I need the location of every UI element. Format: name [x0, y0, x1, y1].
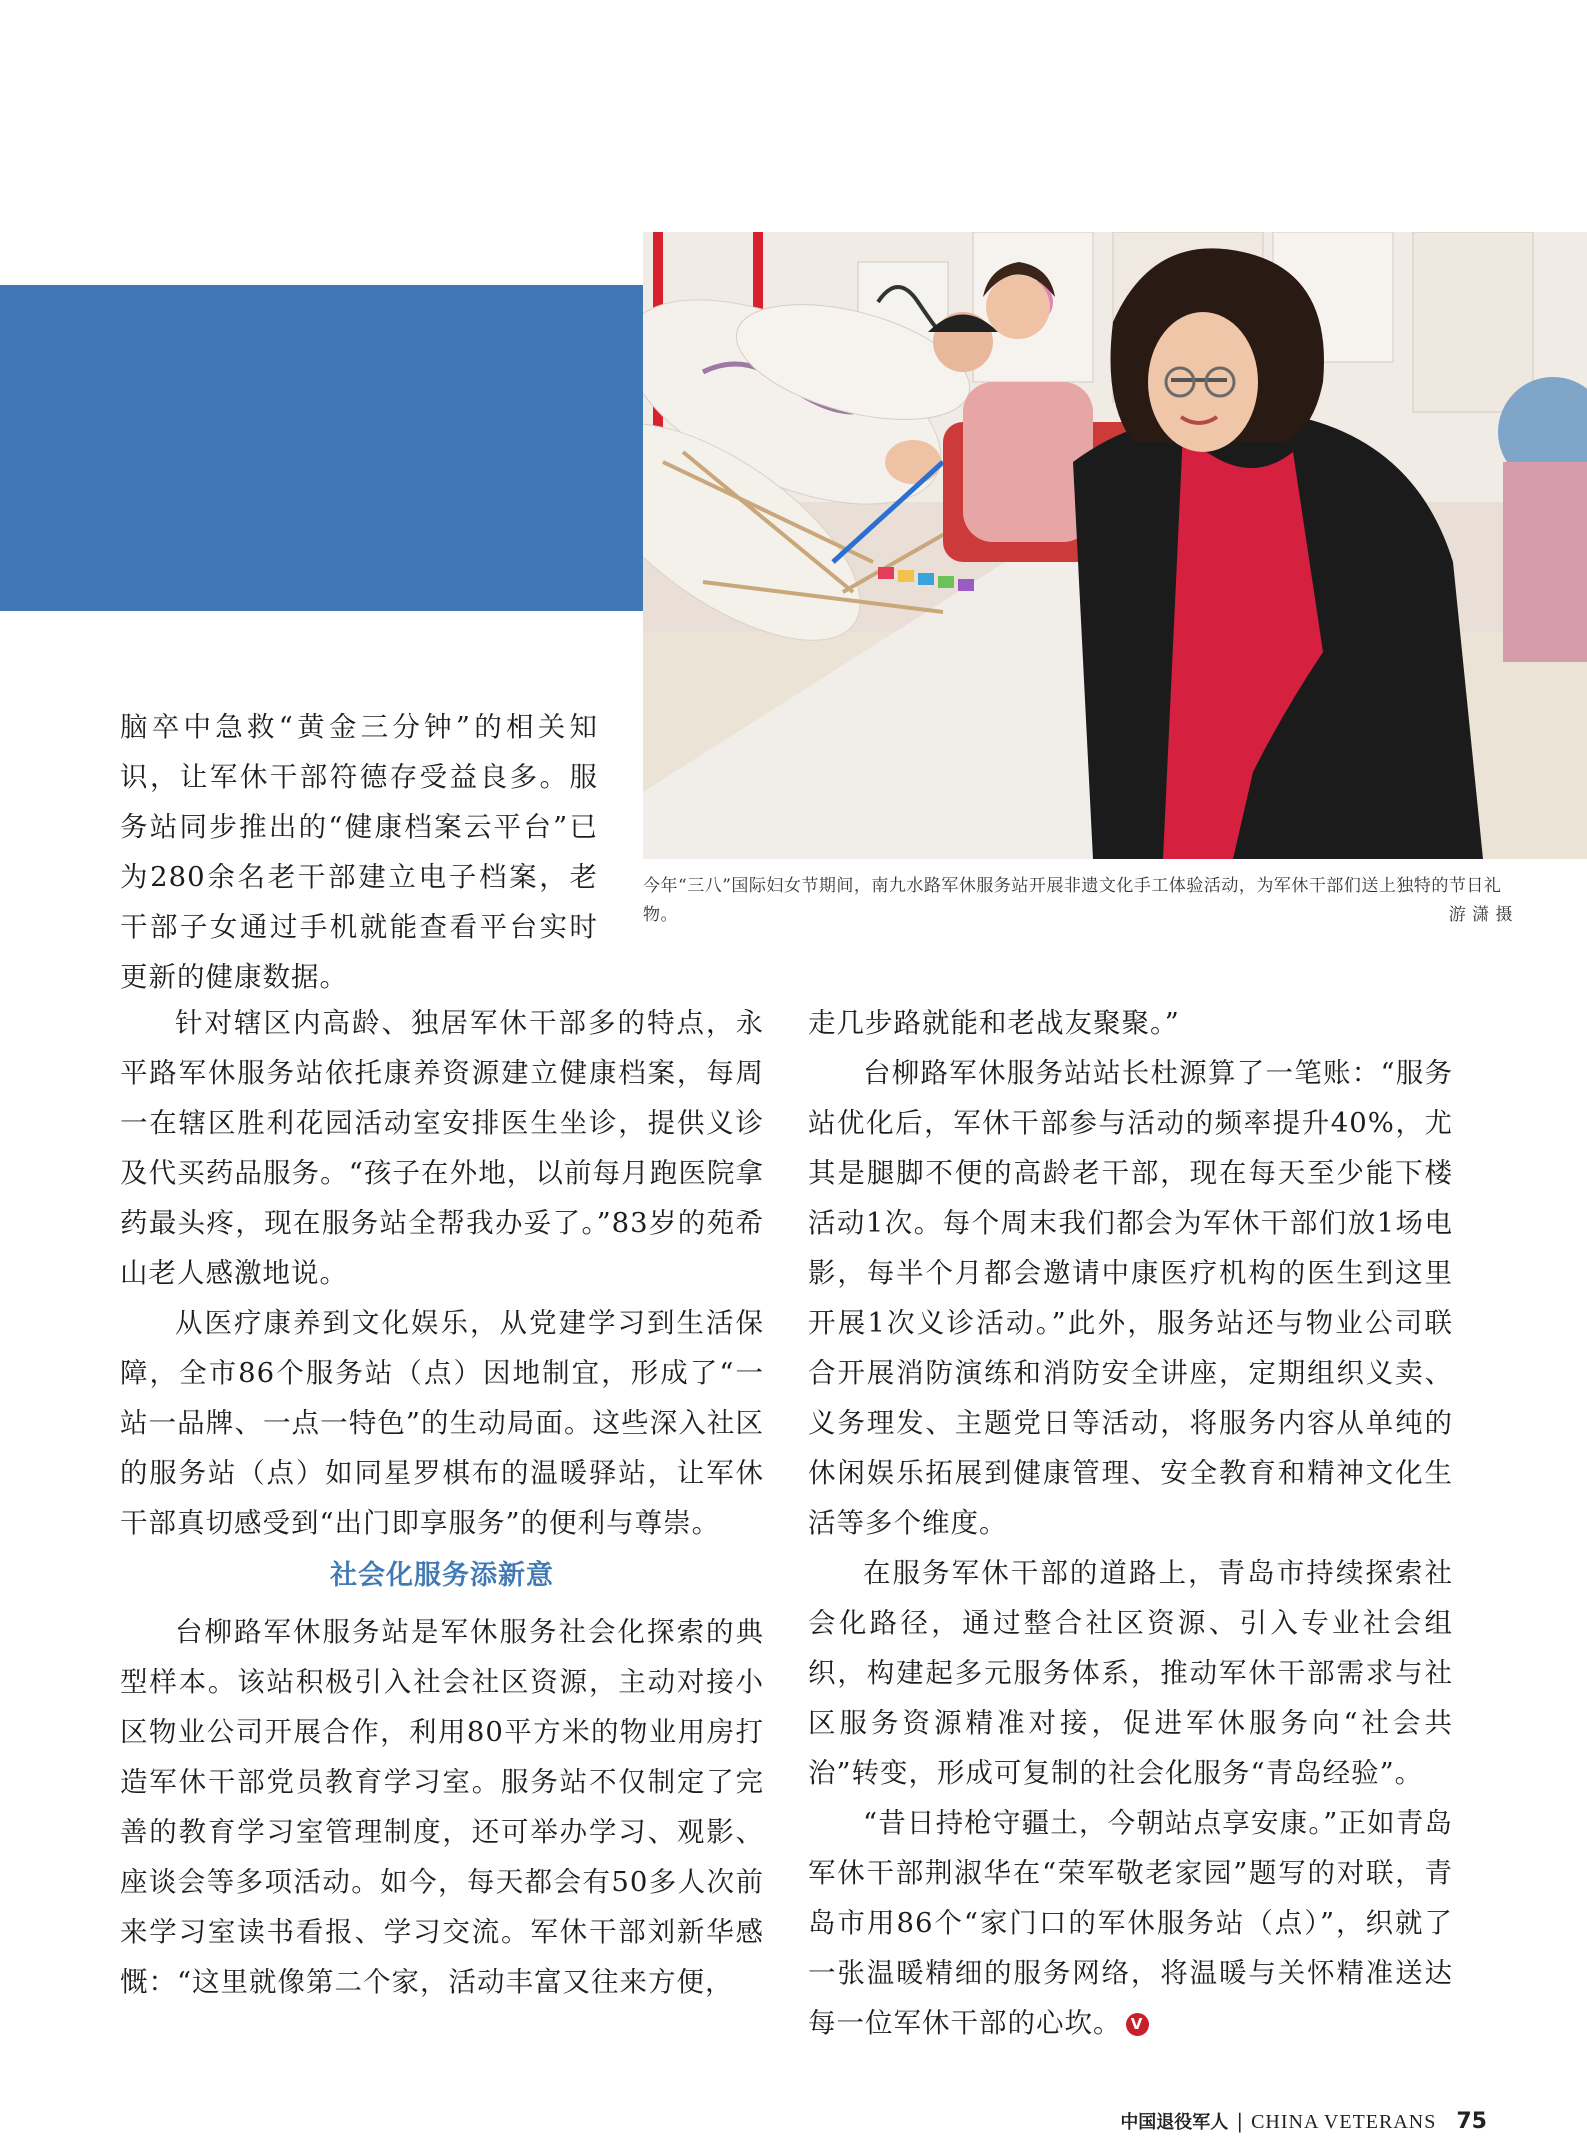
- article-paragraph: 台柳路军休服务站是军休服务社会化探索的典型样本。该站积极引入社会社区资源，主动对接小区物业公司开展合作，利用80平方米的物业用房打造军休干部党员教育学习室。服务站不仅制定了完善的教育学习室管理制度，还可举办学习、观影、座谈会等多项活动。如今，每天都会有50多人次前来学习室读书看报、学习交流。军休干部刘新华感慨：“这里就像第二个家，活动丰富又往来方便，: [120, 1616, 764, 1998]
- photo-illustration: [643, 232, 1587, 859]
- section-heading: 社会化服务添新意: [330, 1560, 554, 1591]
- photo-caption: [643, 872, 1513, 930]
- article-paragraph-continued: 走几步路就能和老战友聚聚。”: [808, 1007, 1180, 1039]
- article-paragraph: 在服务军休干部的道路上，青岛市持续探索社会化路径，通过整合社区资源、引入专业社会组织，构建起多元服务体系，推动军休干部需求与社区服务资源精准对接，促进军休服务向“社会共治”转变，形成可复制的社会化服务“青岛经验”。: [808, 1557, 1453, 1789]
- feature-photo: [643, 232, 1587, 859]
- final-paragraph-text: “昔日持枪守疆土，今朝站点享安康。”正如青岛军休干部荆淑华在“荣军敬老家园”题写的对联，青岛市用86个“家门口的军休服务站（点）”，织就了一张温暖精细的服务网络，将温暖与关怀精准送达每一位军休干部的心坎。: [808, 1807, 1453, 2039]
- article-paragraph: 针对辖区内高龄、独居军休干部多的特点，永平路军休服务站依托康养资源建立健康档案，每周一在辖区胜利花园活动室安排医生坐诊，提供义诊及代买药品服务。“孩子在外地，以前每月跑医院拿药最头疼，现在服务站全帮我办妥了。”83岁的苑希山老人感激地说。: [120, 1007, 764, 1289]
- end-mark-icon: V: [1126, 2013, 1149, 2036]
- page-footer: [1120, 2108, 1487, 2134]
- magazine-name-cn: 中国退役军人: [1120, 2112, 1229, 2133]
- article-column-right: [808, 998, 1453, 2048]
- article-column-left-top: [120, 702, 598, 1002]
- photo-credit: 游 潇 摄: [1448, 905, 1513, 925]
- article-paragraph: 脑卒中急救“黄金三分钟”的相关知识，让军休干部符德存受益良多。服务站同步推出的“健康档案云平台”已为280余名老干部建立电子档案，老干部子女通过手机就能查看平台实时更新的健康数据。: [120, 711, 598, 993]
- magazine-name-en: CHINA VETERANS: [1251, 2111, 1437, 2133]
- footer-separator: |: [1236, 2109, 1244, 2133]
- final-paragraph: [808, 1798, 1453, 2048]
- page-number: 75: [1456, 2109, 1487, 2134]
- article-paragraph: 从医疗康养到文化娱乐，从党建学习到生活保障，全市86个服务站（点）因地制宜，形成了“一站一品牌、一点一特色”的生动局面。这些深入社区的服务站（点）如同星罗棋布的温暖驿站，让军休干部真切感受到“出门即享服务”的便利与尊崇。: [120, 1307, 764, 1539]
- caption-text: 今年“三八”国际妇女节期间，南九水路军休服务站开展非遗文化手工体验活动，为军休干部们送上独特的节日礼物。: [643, 876, 1502, 925]
- decorative-blue-block: [0, 285, 643, 611]
- article-paragraph: 台柳路军休服务站站长杜源算了一笔账：“服务站优化后，军休干部参与活动的频率提升40%，尤其是腿脚不便的高龄老干部，现在每天至少能下楼活动1次。每个周末我们都会为军休干部们放1场电影，每半个月都会邀请中康医疗机构的医生到这里开展1次义诊活动。”此外，服务站还与物业公司联合开展消防演练和消防安全讲座，定期组织义卖、义务理发、主题党日等活动，将服务内容从单纯的休闲娱乐拓展到健康管理、安全教育和精神文化生活等多个维度。: [808, 1057, 1453, 1539]
- article-column-left: [120, 998, 764, 2007]
